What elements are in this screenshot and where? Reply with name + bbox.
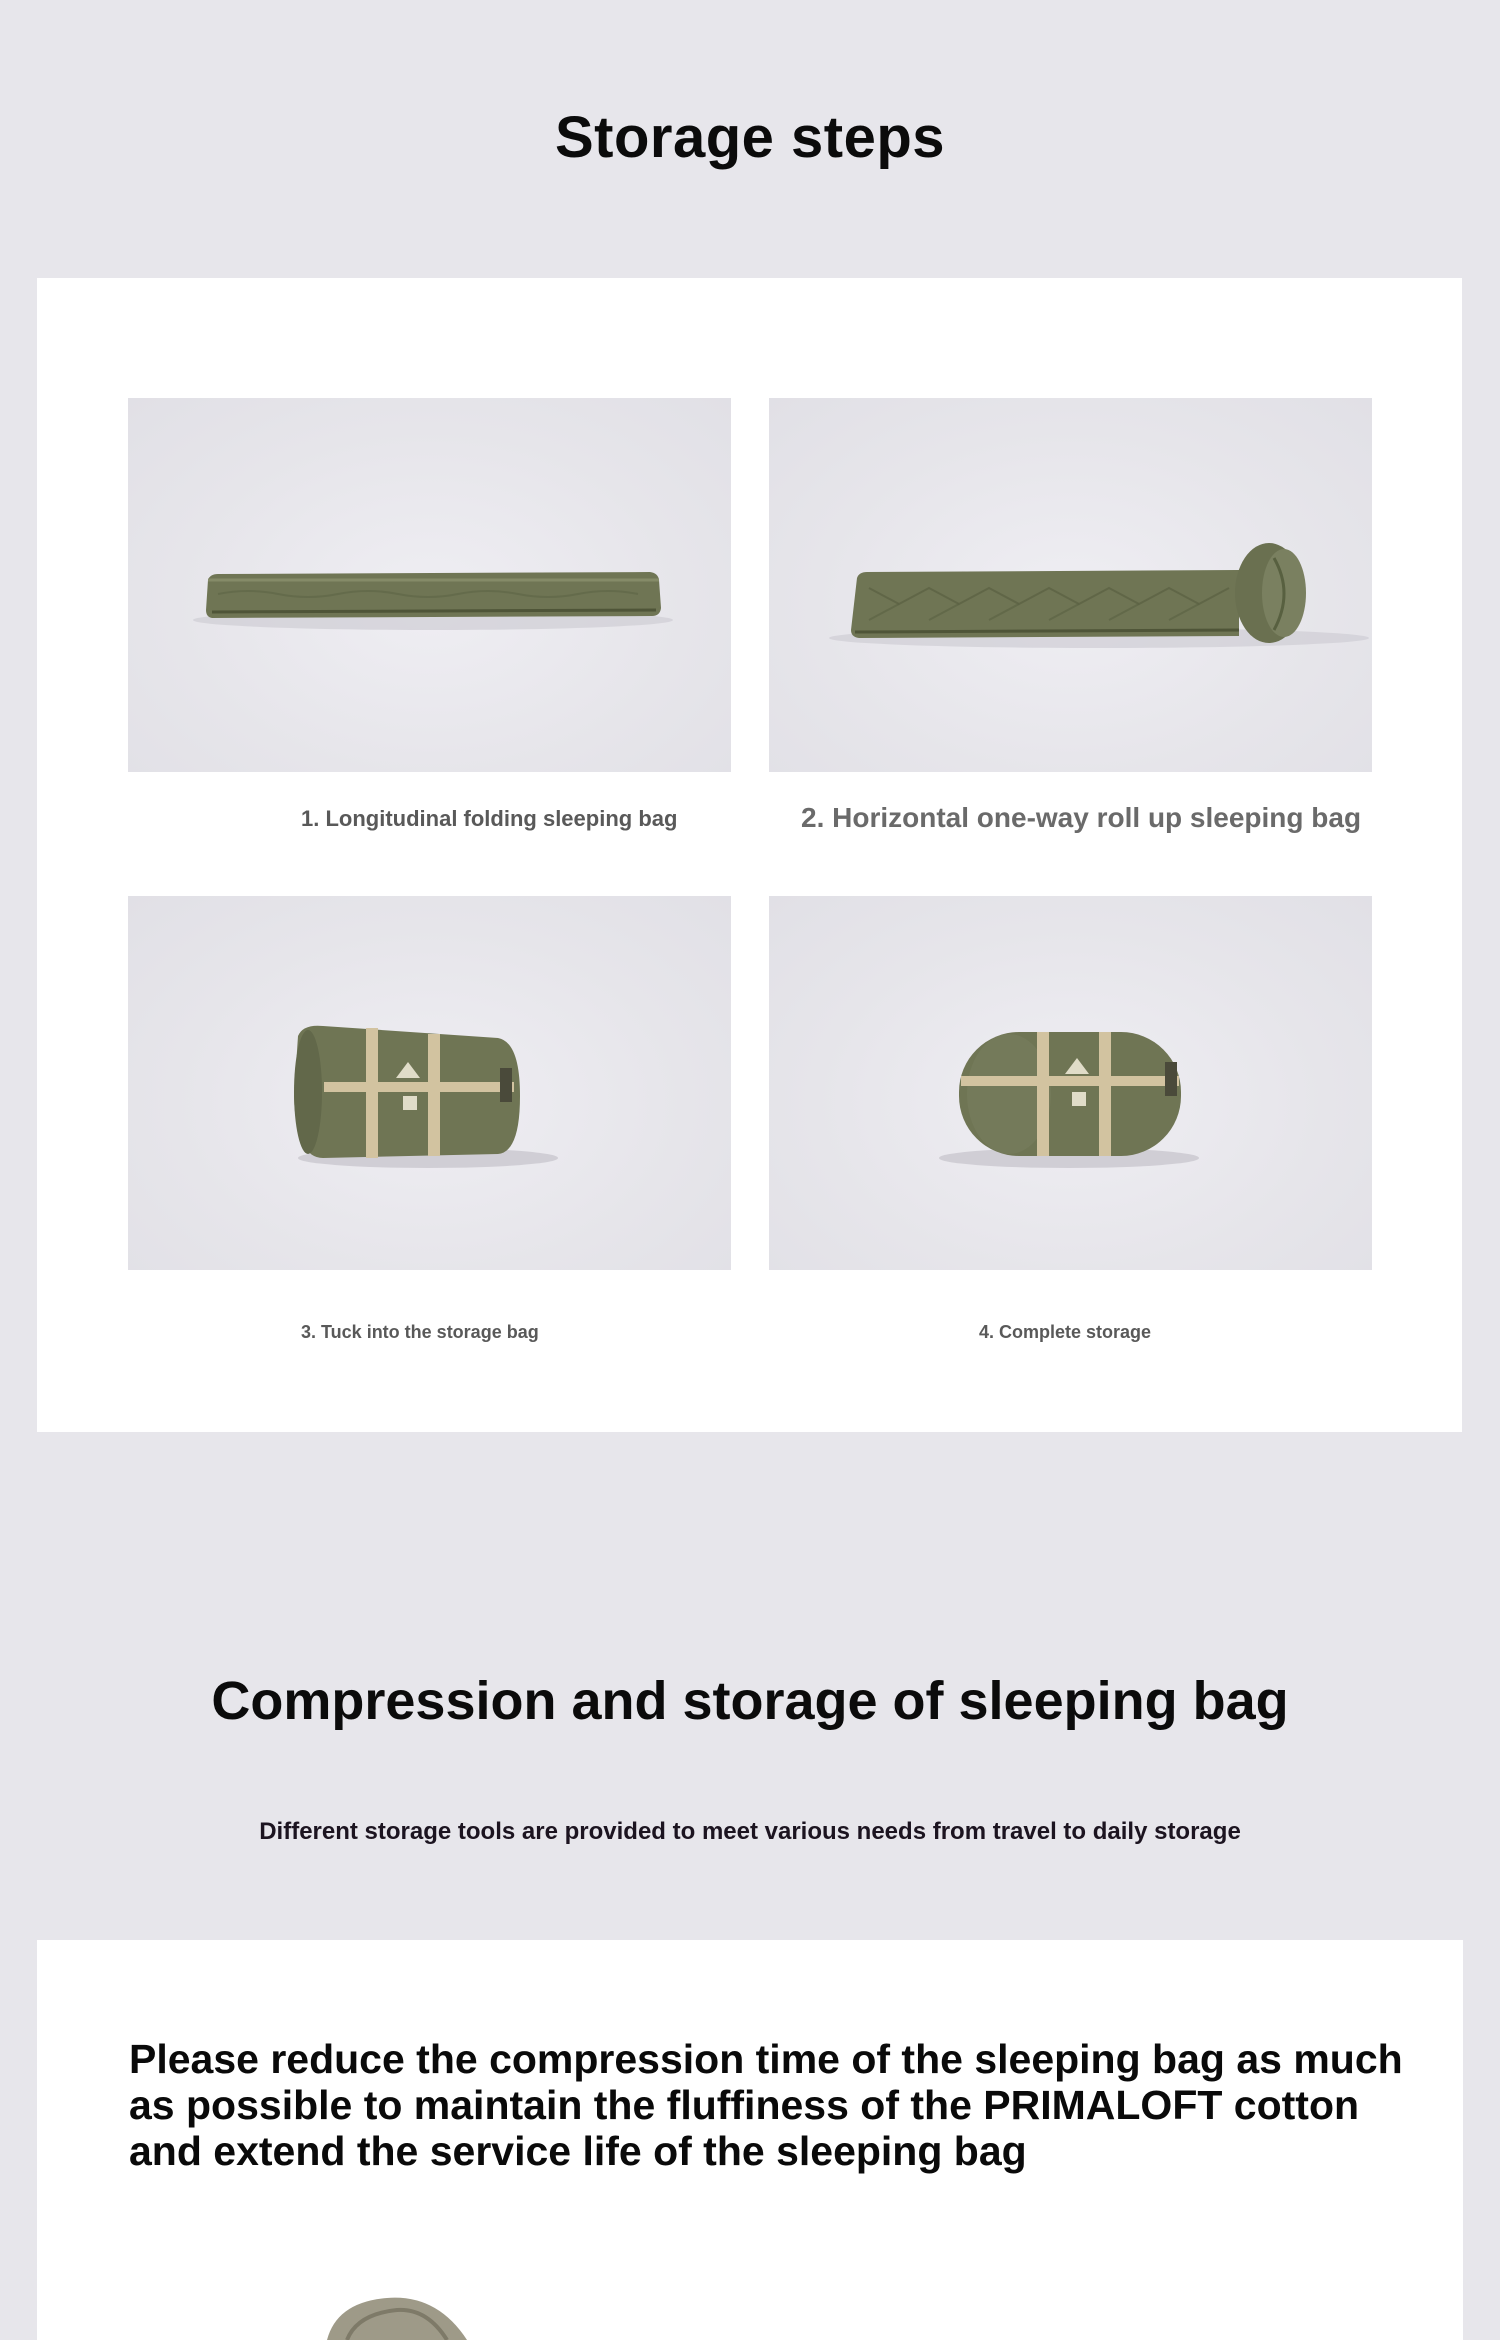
step-3-label: 3. Tuck into the storage bag	[301, 1322, 539, 1342]
storage-steps-card	[37, 278, 1462, 1432]
storage-bag-photo	[297, 2280, 497, 2340]
step-1-photo	[128, 398, 731, 772]
step-4-photo	[769, 896, 1372, 1270]
step-2-photo	[769, 398, 1372, 772]
step-1-label: 1. Longitudinal folding sleeping bag	[301, 806, 678, 831]
compression-subtitle: Different storage tools are provided to meet various needs from travel to daily storage	[259, 1818, 1241, 1845]
compression-note: Please reduce the compression time of the sleeping bag as much as possible to maintain the fluffiness of the PRIMALOFT cotton and extend the service life of the sleeping bag	[129, 2036, 1403, 2174]
step-4-label: 4. Complete storage	[979, 1322, 1152, 1342]
storage-steps-title: Storage steps	[554, 105, 946, 170]
compression-note-card	[37, 1940, 1463, 2340]
compression-title: Compression and storage of sleeping bag	[211, 1671, 1289, 1731]
step-2-label: 2. Horizontal one-way roll up sleeping bag	[801, 802, 1362, 833]
step-3-photo	[128, 896, 731, 1270]
